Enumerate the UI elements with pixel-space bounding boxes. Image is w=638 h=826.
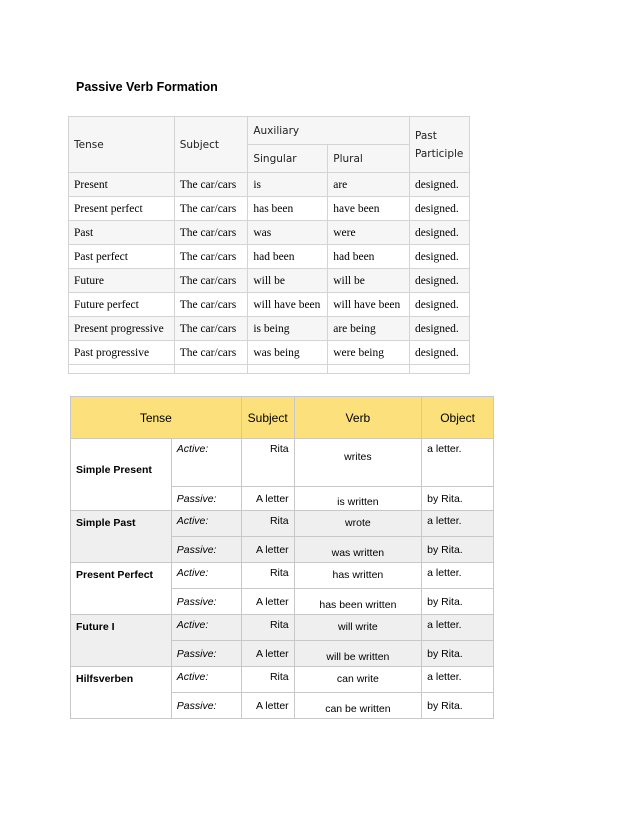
cell-object: a letter. — [422, 511, 494, 537]
header2-verb: Verb — [294, 397, 421, 439]
header-plural: Plural — [328, 145, 410, 173]
cell-tense: Past perfect — [69, 245, 175, 269]
cell-voice: Active: — [171, 563, 241, 589]
cell-subject: The car/cars — [174, 197, 248, 221]
cell-object: a letter. — [422, 439, 494, 487]
table-row — [71, 667, 494, 693]
cell-verb: wrote — [294, 511, 421, 537]
table-row — [69, 293, 470, 317]
table-row — [69, 317, 470, 341]
cell-singular: is — [248, 173, 328, 197]
table-row — [71, 511, 494, 537]
table-row — [69, 173, 470, 197]
cell-verb: is written — [294, 487, 421, 511]
cell-subject: The car/cars — [174, 269, 248, 293]
cell-object: a letter. — [422, 563, 494, 589]
header-subject: Subject — [174, 117, 248, 173]
cell-subject: The car/cars — [174, 293, 248, 317]
cell-plural: will be — [328, 269, 410, 293]
cell-subject: Rita — [241, 667, 294, 693]
cell-participle: designed. — [410, 173, 470, 197]
cell-tense: Present Perfect — [71, 563, 172, 615]
cell-tense: Past — [69, 221, 175, 245]
table-row — [69, 245, 470, 269]
cell-singular: was — [248, 221, 328, 245]
cell-singular: will have been — [248, 293, 328, 317]
cell-tense: Present progressive — [69, 317, 175, 341]
cell-plural: are being — [328, 317, 410, 341]
cell-voice: Passive: — [171, 589, 241, 615]
cell-voice: Active: — [171, 615, 241, 641]
table-footer-spacer — [69, 365, 470, 374]
cell-voice: Passive: — [171, 641, 241, 667]
cell-participle: designed. — [410, 197, 470, 221]
cell-voice: Passive: — [171, 537, 241, 563]
cell-subject: The car/cars — [174, 173, 248, 197]
cell-voice: Active: — [171, 439, 241, 487]
table-row — [69, 221, 470, 245]
cell-subject: Rita — [241, 439, 294, 487]
table-row — [69, 269, 470, 293]
cell-subject: A letter — [241, 537, 294, 563]
cell-verb: can be written — [294, 693, 421, 719]
cell-subject: A letter — [241, 487, 294, 511]
page-title: Passive Verb Formation — [76, 80, 218, 94]
table-row — [71, 615, 494, 641]
table-row — [71, 563, 494, 589]
cell-object: by Rita. — [422, 693, 494, 719]
cell-tense: Future perfect — [69, 293, 175, 317]
cell-object: a letter. — [422, 667, 494, 693]
cell-participle: designed. — [410, 341, 470, 365]
cell-subject: Rita — [241, 563, 294, 589]
table-row — [69, 341, 470, 365]
active-passive-table — [70, 396, 494, 719]
cell-voice: Passive: — [171, 487, 241, 511]
cell-verb: has been written — [294, 589, 421, 615]
cell-object: by Rita. — [422, 537, 494, 563]
cell-verb: has written — [294, 563, 421, 589]
cell-voice: Active: — [171, 667, 241, 693]
header-past-participle: Past Participle — [410, 117, 470, 173]
cell-object: by Rita. — [422, 589, 494, 615]
cell-plural: are — [328, 173, 410, 197]
cell-voice: Passive: — [171, 693, 241, 719]
cell-verb: will be written — [294, 641, 421, 667]
cell-tense: Simple Present — [71, 439, 172, 511]
cell-subject: The car/cars — [174, 221, 248, 245]
cell-subject: The car/cars — [174, 341, 248, 365]
table2-header-row — [71, 397, 494, 439]
header2-object: Object — [422, 397, 494, 439]
cell-tense: Past progressive — [69, 341, 175, 365]
cell-verb: will write — [294, 615, 421, 641]
cell-participle: designed. — [410, 245, 470, 269]
header-tense: Tense — [69, 117, 175, 173]
cell-singular: has been — [248, 197, 328, 221]
cell-participle: designed. — [410, 293, 470, 317]
header-singular: Singular — [248, 145, 328, 173]
cell-plural: were — [328, 221, 410, 245]
cell-singular: is being — [248, 317, 328, 341]
table1-header-row — [69, 117, 470, 145]
cell-subject: The car/cars — [174, 245, 248, 269]
cell-tense: Simple Past — [71, 511, 172, 563]
header-auxiliary: Auxiliary — [248, 117, 410, 145]
cell-singular: will be — [248, 269, 328, 293]
header2-tense: Tense — [71, 397, 242, 439]
cell-object: a letter. — [422, 615, 494, 641]
cell-tense: Future I — [71, 615, 172, 667]
cell-participle: designed. — [410, 221, 470, 245]
cell-singular: was being — [248, 341, 328, 365]
cell-subject: Rita — [241, 511, 294, 537]
cell-tense: Present — [69, 173, 175, 197]
cell-singular: had been — [248, 245, 328, 269]
cell-verb: can write — [294, 667, 421, 693]
cell-object: by Rita. — [422, 641, 494, 667]
cell-object: by Rita. — [422, 487, 494, 511]
table-row — [71, 439, 494, 487]
passive-formation-table — [68, 116, 470, 374]
cell-voice: Active: — [171, 511, 241, 537]
cell-subject: The car/cars — [174, 317, 248, 341]
cell-plural: had been — [328, 245, 410, 269]
cell-plural: have been — [328, 197, 410, 221]
cell-tense: Hilfsverben — [71, 667, 172, 719]
cell-verb: writes — [294, 439, 421, 487]
cell-plural: were being — [328, 341, 410, 365]
cell-tense: Present perfect — [69, 197, 175, 221]
cell-participle: designed. — [410, 269, 470, 293]
cell-plural: will have been — [328, 293, 410, 317]
table-row — [69, 197, 470, 221]
cell-subject: A letter — [241, 589, 294, 615]
cell-subject: Rita — [241, 615, 294, 641]
cell-participle: designed. — [410, 317, 470, 341]
header2-subject: Subject — [241, 397, 294, 439]
cell-subject: A letter — [241, 693, 294, 719]
cell-tense: Future — [69, 269, 175, 293]
cell-subject: A letter — [241, 641, 294, 667]
cell-verb: was written — [294, 537, 421, 563]
